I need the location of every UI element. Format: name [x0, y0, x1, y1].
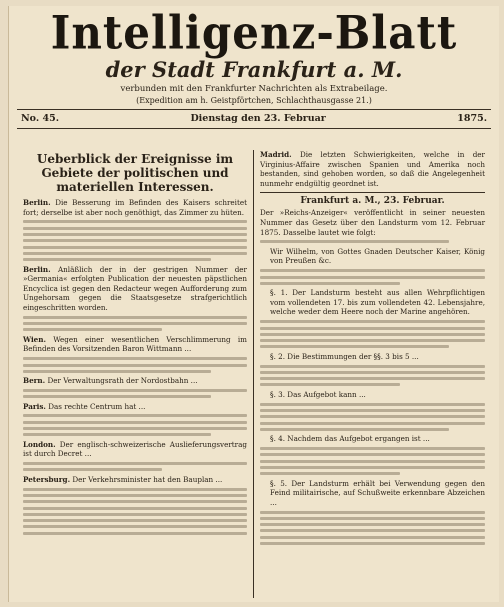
article-section [260, 150, 485, 188]
masthead-subtitle: der Stadt Frankfurt a. M. [105, 57, 403, 82]
law-paragraph: Der »Reichs-Anzeiger« veröffentlicht in seiner neuesten Nummer das Gesetz über den Landsturm vom 12. Februar 1875. Dasselbe lautet wie folgt: [260, 208, 485, 237]
text-lines [23, 389, 247, 398]
section-text: Der Verwaltungsrath der Nordostbahn ... [47, 376, 198, 386]
article-section [23, 335, 247, 354]
masthead-expedition: (Expedition am h. Geistpförtchen, Schlachthausgasse 21.) [136, 96, 372, 105]
text-lines [23, 316, 247, 332]
header-rule-bottom [17, 128, 491, 129]
dateline [9, 110, 499, 127]
text-lines [260, 447, 485, 475]
section-head: Madrid. [260, 150, 292, 159]
text-lines [23, 488, 247, 535]
section-head: Petersburg. [23, 474, 71, 484]
section-text: Der englisch-schweizerische Auslieferungsvertrag ist durch Decret ... [23, 439, 247, 459]
law-paragraph: §. 1. Der Landsturm besteht aus allen Wehrpflichtigen vom vollendeten 17. bis zum vollendeten 42. Lebensjahre, welche weder dem Heere noch der Marine angehören. [270, 288, 485, 317]
law-paragraph: §. 2. Die Bestimmungen der §§. 3 bis 5 ... [270, 351, 419, 361]
section-text: Die letzten Schwierigkeiten, welche in der Virginius-Affaire zwischen Spanien und Amerika noch bestanden, sind gehoben worden, so daß die Angelegenheit nunmehr endgültig geordnet ist. [260, 150, 485, 188]
text-lines [260, 320, 485, 348]
text-lines [23, 357, 247, 373]
law-paragraph: Wir Wilhelm, von Gottes Gnaden Deutscher Kaiser, König von Preußen &c. [270, 246, 485, 266]
section-text: Die Besserung im Befinden des Kaisers schreitet fort; derselbe ist aber noch genöthigt, das Zimmer zu hüten. [23, 198, 247, 217]
text-lines [260, 511, 485, 545]
section-text: Wegen einer wesentlichen Verschlimmerung im Befinden des Vorsitzenden Baron Wittmann ... [23, 334, 247, 354]
section-text: Anläßlich der in der gestrigen Nummer der »Germania« erfolgten Publication der neuesten päpstlichen Encyclica ist gegen den Redacteur wegen Aufforderung zum Ungehorsam gegen die Staatsgesetze strafgerichtlich eingeschritten worden. [23, 264, 247, 312]
left-column [17, 150, 254, 598]
section-head: Wien. [23, 334, 46, 344]
article-columns [17, 150, 491, 598]
text-lines [260, 269, 485, 285]
left-headline: Ueberblick der Ereignisse im Gebiete der politischen und materiellen Interessen. [36, 152, 234, 194]
article-section [23, 402, 247, 412]
article-section [23, 265, 247, 313]
section-head: Berlin. [23, 198, 51, 207]
text-lines [23, 220, 247, 261]
section-head: London. [23, 439, 56, 449]
issue-year: 1875. [457, 113, 487, 124]
section-rule [260, 192, 485, 193]
frankfurt-head: Frankfurt a. M., 23. Februar. [300, 196, 445, 207]
section-text: Der Verkehrsminister hat den Bauplan ... [72, 474, 223, 484]
section-text: Das rechte Centrum hat ... [48, 401, 146, 411]
section-head: Berlin. [23, 264, 51, 274]
text-lines [260, 403, 485, 431]
masthead-title: Intelligenz-Blatt [50, 5, 458, 60]
newspaper-page [8, 6, 499, 602]
text-lines [23, 414, 247, 436]
section-head: Bern. [23, 376, 46, 386]
section-head: Paris. [23, 401, 46, 411]
law-paragraph: §. 4. Nachdem das Aufgebot ergangen ist ... [270, 434, 430, 444]
text-lines [260, 365, 485, 387]
article-section [23, 475, 247, 485]
law-paragraph: §. 5. Der Landsturm erhält bei Verwendung gegen den Feind militairische, auf Schußweite erkennbare Abzeichen ... [270, 478, 485, 507]
law-paragraph: §. 3. Das Aufgebot kann ... [270, 389, 366, 399]
article-section [23, 376, 247, 386]
masthead-affiliation: verbunden mit den Frankfurter Nachrichten als Extrabeilage. [120, 84, 388, 94]
article-section [23, 440, 247, 459]
issue-number: No. 45. [21, 113, 59, 124]
masthead [9, 5, 499, 107]
text-lines [260, 240, 485, 243]
issue-date: Dienstag den 23. Februar [190, 113, 326, 124]
text-lines [23, 462, 247, 471]
article-section [23, 198, 247, 217]
right-column [254, 150, 491, 598]
